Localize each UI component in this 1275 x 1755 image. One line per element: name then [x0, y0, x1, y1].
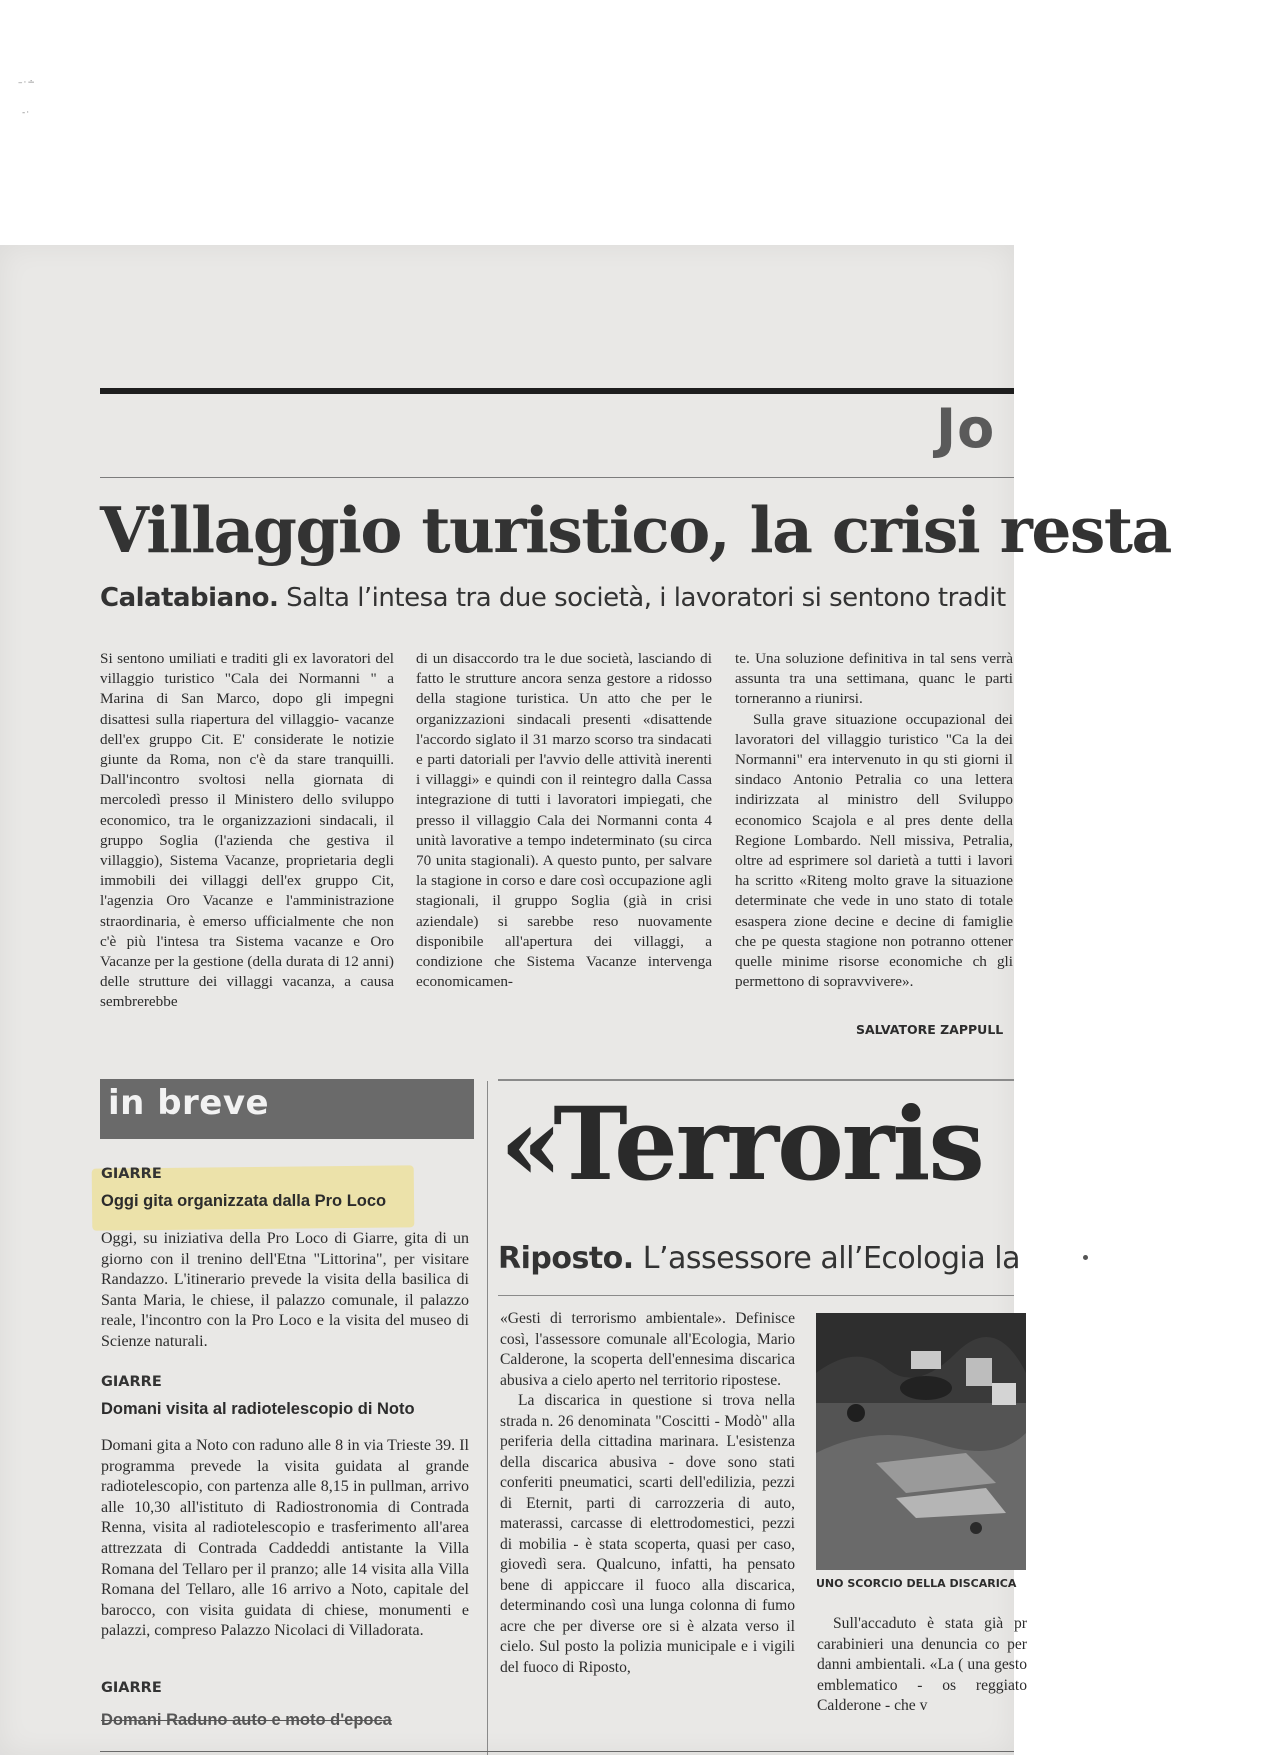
brief-title: Domani Raduno auto e moto d'epoca [101, 1711, 392, 1729]
second-article-column-1 [500, 1309, 795, 1678]
top-rule [100, 388, 1014, 394]
brief-body: Oggi, su iniziativa della Pro Loco di Giarre, gita di un giorno con il trenino dell'Etna "Littorina", per visitare Randazzo. L'itinerario prevede la visita della basilica di Santa Maria, le chiese, il palazzo comunale, il palazzo reale, l'incontro con la Pro Loco e la visita del museo di Scienze naturali. [101, 1230, 469, 1350]
scan-mark: –·∸ [18, 78, 36, 88]
brief-body: Domani gita a Noto con raduno alle 8 in via Trieste 39. Il programma prevede la visita guidata al grande radiotelescopio, con partenza alle 8,15 in pullman, arrivo alle 10,30 all'istituto di Radiostronomia di Contrada Renna, visita al radiotelescopio e trasferimento all'area attrezzata di Contrada Caddeddi antistante la Villa Romana del Tellaro per il pranzo; alle 14 visita alla Villa Romana del Tellaro, alle 16 arrivo a Noto, capitale del barocco, con visita guidata di chiese, monumenti e palazzi, compreso Palazzo Nicolaci di Villadorata. [101, 1437, 469, 1640]
brief-city: GIARRE [101, 1166, 162, 1182]
paragraph: La discarica in questione si trova nella strada n. 26 denominata "Coscitti - Modò" alla periferia della cittadina marinara. L'esistenza della discarica abusiva - dove sono stati conferiti pneumatici, scarti dell'edilizia, pezzi di Eternit, parti di carrozzeria di auto, materassi, carcasse di elettrodomestici, pezzi di mobilia - è stata scoperta, quasi per caso, giovedì sera. Qualcuno, infatti, ha pensato bene di appiccare il fuoco alla discarica, determinando così una lunga colonna di fumo acre che per diverse ore si è alzata verso il cielo. Sul posto la polizia municipale e i vigili del fuoco di Riposto, [500, 1392, 795, 1676]
masthead: Jo [936, 397, 996, 460]
paragraph: di un disaccordo tra le due società, lasciando di fatto le strutture ancora senza gestore a ridosso della stagione turistica. Un atto che per le organizzazioni sindacali presenti «disattende l'accordo siglato il 31 marzo scorso tra sindacati e parti datoriali per l'avvio delle attività inerenti i villaggi» e quindi con il reintegro dalla Cassa integrazione di tutti i lavoratori impiegati, che presso il villaggio Cala dei Normanni conta 4 unità lavorative a tempo indeterminato (su circa 70 unita stagionali). A questo punto, per salvare la stagione in corso e dare così occupazione agli stagionali, il gruppo Soglia (già in crisi aziendale) si sarebbe reso nuovamente disponibile all'apertura dei villaggi, a condizione che Sistema Vacanze intervenga economicamen- [416, 650, 712, 991]
section-rule [498, 1295, 1014, 1296]
article-column-2 [416, 649, 712, 992]
article-subhead [100, 583, 1006, 613]
photo-caption: UNO SCORCIO DELLA DISCARICA [816, 1577, 1017, 1590]
paragraph: Sulla grave situazione occupazional dei lavoratori del villaggio turistico "Ca la dei Normanni" era intervenuto in qu sti giorni il sindaco Antonio Petralia co una lettera indirizzata al ministro dell Sviluppo economico Scajola e al pres dente della Regione Lombardo. Nell missiva, Petralia, oltre ad esprimere sol darietà a tutti i lavori ha scritto «Riteng molto grave la situazione determinate che vede in uno stato di totale esaspera zione decine e decine di famiglie che pe questa stagione non potranno ottener quelle minime risorse economiche ch gli permettono di sopravvivere». [735, 710, 1013, 991]
paragraph: Sull'accaduto è stata già pr carabinieri una denuncia co per danni ambientali. «La ( una gesto emblematico - os reggiato Calderone - che v [817, 1615, 1027, 1714]
subhead-text: L’assessore all’Ecologia la [633, 1241, 1020, 1276]
dump-photo-image [816, 1313, 1026, 1570]
article-headline: Villaggio turistico, la crisi resta [100, 493, 1171, 567]
in-breve-label: in breve [108, 1083, 270, 1123]
speck [1083, 1255, 1088, 1260]
paragraph: te. Una soluzione definitiva in tal sens verrà assunta tra una settimana, quanc le parti torneranno a riunirsi. [735, 650, 1013, 708]
subhead-text: Salta l’intesa tra due società, i lavoratori si sentono tradit [278, 583, 1006, 613]
subhead-place: Riposto. [498, 1241, 634, 1276]
second-article-column-2 [817, 1614, 1027, 1717]
subhead-place: Calatabiano. [100, 583, 279, 613]
column-separator [487, 1081, 488, 1755]
section-rule [498, 1079, 1014, 1081]
scan-mark: -· [22, 108, 31, 118]
brief-city: GIARRE [101, 1680, 162, 1696]
paragraph: Si sentono umiliati e traditi gli ex lavoratori del villaggio turistico "Cala dei Normanni " a Marina di San Marco, dopo gli impegni disattesi sulla riapertura del villaggio- vacanze dell'ex gruppo Cit. E' considerate le notizie giunte da Roma, non c'è da stare tranquilli. Dall'incontro svoltosi nella giornata di mercoledì presso il Ministero dello sviluppo economico, tra le organizzazioni sindacali, il gruppo Soglia (l'azienda che gestiva il villaggio), Sistema Vacanze, proprietaria degli immobili dei villaggi dell'ex gruppo Cit, l'agenzia Oro Vacanze e l'amministrazione straordinaria, è emerso ufficialmente che non c'è più l'intesa tra Sistema vacanze e Oro Vacanze per la gestione (della durata di 12 anni) delle strutture dei villaggi vacanza, a causa sembrerebbe [100, 650, 394, 1011]
dump-photo [816, 1313, 1026, 1570]
brief-city: GIARRE [101, 1374, 162, 1390]
paragraph: «Gesti di terrorismo ambientale». Definisce così, l'assessore comunale all'Ecologia, Mario Calderone, la scoperta dell'ennesima discarica abusiva a cielo aperto nel territorio ripostese. [500, 1310, 795, 1389]
newspaper-clipping [0, 245, 1171, 1755]
byline: SALVATORE ZAPPULL [856, 1022, 1004, 1037]
second-subhead [498, 1241, 1020, 1276]
brief-title: Domani visita al radiotelescopio di Noto [101, 1400, 415, 1418]
second-headline: «Terroris [500, 1085, 983, 1203]
article-column-3 [735, 649, 1013, 992]
article-column-1 [100, 649, 394, 1013]
headline-rule [100, 477, 1014, 478]
brief-title: Oggi gita organizzata dalla Pro Loco [101, 1192, 387, 1210]
bottom-rule [100, 1751, 1014, 1752]
